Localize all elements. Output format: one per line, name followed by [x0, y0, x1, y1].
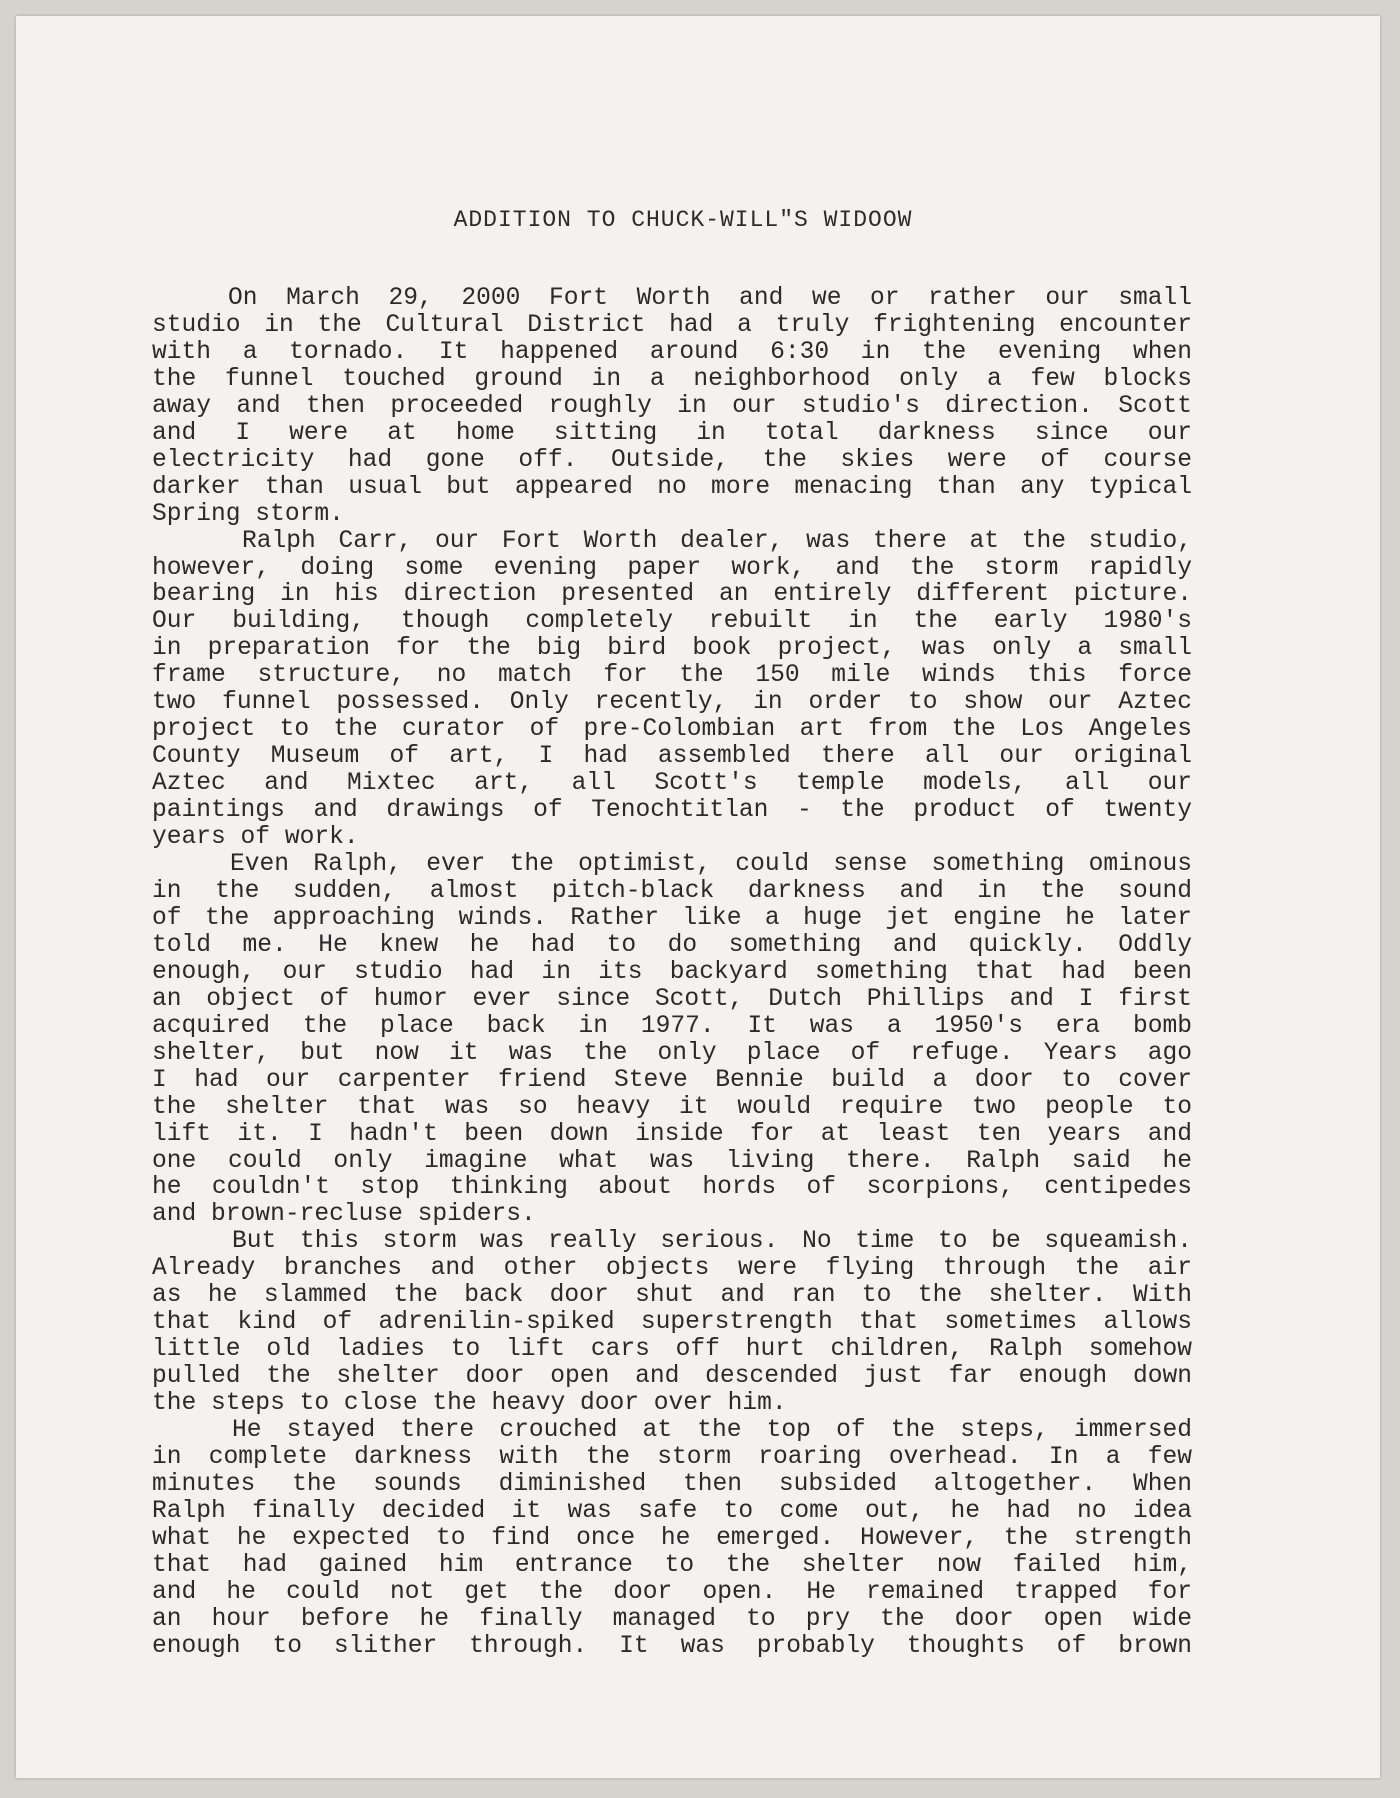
- text-line: acquired the place back in 1977. It was a 1950's era bomb: [152, 1012, 1192, 1040]
- text-line: lift it. I hadn't been down inside for at least ten years and: [152, 1120, 1192, 1148]
- text-line: he couldn't stop thinking about hords of scorpions, centipedes: [152, 1174, 1192, 1202]
- text-line: in complete darkness with the storm roaring overhead. In a few: [152, 1443, 1192, 1471]
- text-line: the steps to close the heavy door over him.: [152, 1390, 787, 1418]
- text-line: little old ladies to lift cars off hurt children, Ralph somehow: [152, 1336, 1192, 1364]
- text-line: project to the curator of pre-Colombian art from the Los Angeles: [152, 716, 1192, 744]
- text-line: away and then proceeded roughly in our studio's direction. Scott: [152, 392, 1192, 420]
- text-line: County Museum of art, I had assembled there all our original: [152, 743, 1192, 771]
- text-line: with a tornado. It happened around 6:30 in the evening when: [152, 338, 1192, 366]
- text-line: enough, our studio had in its backyard something that had been: [152, 958, 1192, 986]
- text-line: frame structure, no match for the 150 mile winds this force: [152, 662, 1192, 690]
- text-line: and he could not get the door open. He remained trapped for: [152, 1578, 1192, 1606]
- text-line: the shelter that was so heavy it would require two people to: [152, 1093, 1192, 1121]
- text-line: Ralph Carr, our Fort Worth dealer, was there at the studio,: [242, 527, 1192, 555]
- text-line: of the approaching winds. Rather like a huge jet engine he later: [152, 904, 1192, 932]
- text-line: But this storm was really serious. No time to be squeamish.: [232, 1228, 1192, 1256]
- text-line: as he slammed the back door shut and ran to the shelter. With: [152, 1282, 1192, 1310]
- text-line: and I were at home sitting in total darkness since our: [152, 419, 1192, 447]
- text-line: bearing in his direction presented an entirely different picture.: [152, 581, 1192, 609]
- text-line: On March 29, 2000 Fort Worth and we or rather our small: [228, 285, 1192, 312]
- text-line: in preparation for the big bird book project, was only a small: [152, 635, 1192, 663]
- text-line: electricity had gone off. Outside, the skies were of course: [152, 446, 1192, 474]
- text-line: Spring storm.: [152, 500, 344, 528]
- text-line: however, doing some evening paper work, and the storm rapidly: [152, 554, 1192, 582]
- text-line: what he expected to find once he emerged. However, the strength: [152, 1524, 1192, 1552]
- text-line: enough to slither through. It was probably thoughts of brown: [152, 1632, 1192, 1660]
- text-line: pulled the shelter door open and descended just far enough down: [152, 1363, 1192, 1391]
- text-line: told me. He knew he had to do something and quickly. Oddly: [152, 931, 1192, 959]
- text-line: paintings and drawings of Tenochtitlan - the product of twenty: [152, 797, 1192, 825]
- document-title: ADDITION TO CHUCK-WILL"S WIDOOW: [453, 207, 913, 233]
- text-line: I had our carpenter friend Steve Bennie build a door to cover: [152, 1066, 1192, 1094]
- text-line: and brown-recluse spiders.: [152, 1201, 536, 1229]
- text-line: Even Ralph, ever the optimist, could sense something ominous: [230, 851, 1192, 879]
- text-line: studio in the Cultural District had a truly frightening encounter: [152, 311, 1192, 339]
- text-line: an hour before he finally managed to pry the door open wide: [152, 1605, 1192, 1633]
- paragraph: [152, 286, 1192, 529]
- text-line: in the sudden, almost pitch-black darkness and in the sound: [152, 877, 1192, 905]
- document-page: [16, 16, 1380, 1778]
- text-line: Already branches and other objects were flying through the air: [152, 1255, 1192, 1283]
- text-line: Ralph finally decided it was safe to come out, he had no idea: [152, 1497, 1192, 1525]
- text-line: minutes the sounds diminished then subsided altogether. When: [152, 1470, 1192, 1498]
- text-line: the funnel touched ground in a neighborhood only a few blocks: [152, 365, 1192, 393]
- text-line: years of work.: [152, 824, 359, 852]
- text-line: that kind of adrenilin-spiked superstrength that sometimes allows: [152, 1309, 1192, 1337]
- text-line: Our building, though completely rebuilt in the early 1980's: [152, 608, 1192, 636]
- text-line: two funnel possessed. Only recently, in order to show our Aztec: [152, 689, 1192, 717]
- text-line: Aztec and Mixtec art, all Scott's temple models, all our: [152, 770, 1192, 798]
- text-line: that had gained him entrance to the shelter now failed him,: [152, 1551, 1192, 1579]
- paragraph: [152, 852, 1192, 1229]
- text-line: one could only imagine what was living there. Ralph said he: [152, 1147, 1192, 1175]
- document-body: [152, 286, 1192, 1661]
- paragraph: [152, 1418, 1192, 1661]
- text-line: shelter, but now it was the only place of refuge. Years ago: [152, 1039, 1192, 1067]
- text-line: He stayed there crouched at the top of the steps, immersed: [232, 1417, 1192, 1445]
- paragraph: [152, 529, 1192, 852]
- text-line: an object of humor ever since Scott, Dutch Phillips and I first: [152, 985, 1192, 1013]
- paragraph: [152, 1229, 1192, 1418]
- text-line: darker than usual but appeared no more menacing than any typical: [152, 473, 1192, 501]
